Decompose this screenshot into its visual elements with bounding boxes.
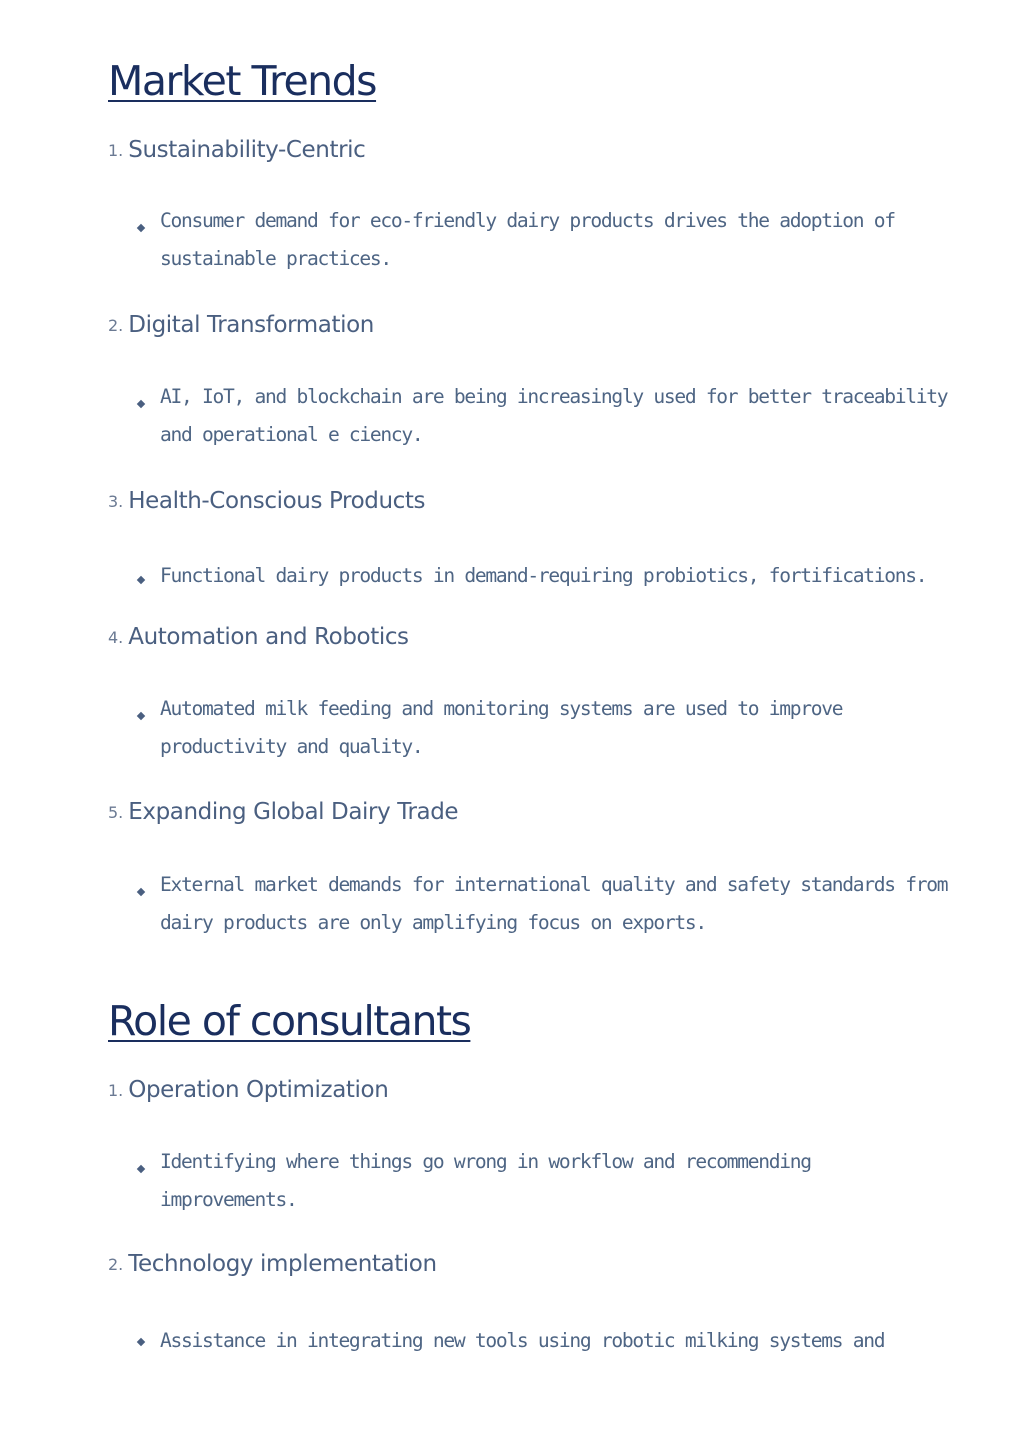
item-heading-sustainability xyxy=(108,139,365,162)
diamond-bullet-icon xyxy=(137,576,145,584)
bullet-text: Consumer demand for eco-friendly dairy products drives the adoption of sustainable practices. xyxy=(160,209,895,270)
item-title: Digital Transformation xyxy=(128,312,374,338)
item-title: Operation Optimization xyxy=(128,1077,389,1103)
item-title: Health-Conscious Products xyxy=(128,488,426,514)
item-title: Automation and Robotics xyxy=(128,624,409,650)
item-number: 3. xyxy=(108,492,124,511)
item-heading-global-trade xyxy=(108,801,458,824)
bullet-text: Functional dairy products in demand-requiring probiotics, fortifications. xyxy=(160,564,927,587)
bullet-text: External market demands for international quality and safety standards from dairy products are only amplifying focus on exports. xyxy=(160,873,948,934)
item-number: 4. xyxy=(108,628,124,647)
diamond-bullet-icon xyxy=(137,224,145,232)
diamond-bullet-icon xyxy=(137,888,145,896)
bullet-text: Assistance in integrating new tools using robotic milking systems and xyxy=(160,1329,885,1352)
item-heading-technology-implementation xyxy=(108,1253,437,1276)
diamond-bullet-icon xyxy=(137,400,145,408)
item-number: 2. xyxy=(108,1255,124,1274)
item-number: 1. xyxy=(108,141,124,160)
item-heading-operation-optimization xyxy=(108,1079,388,1102)
item-heading-automation xyxy=(108,626,409,649)
diamond-bullet-icon xyxy=(137,1165,145,1173)
diamond-bullet-icon xyxy=(137,1338,145,1346)
diamond-bullet-icon xyxy=(137,712,145,720)
item-title: Sustainability-Centric xyxy=(128,137,366,163)
bullet-text: Identifying where things go wrong in workflow and recommending improvements. xyxy=(160,1150,811,1211)
section-title-market-trends: Market Trends xyxy=(108,57,377,105)
bullet-text: Automated milk feeding and monitoring systems are used to improve productivity and quality. xyxy=(160,697,843,758)
item-title: Technology implementation xyxy=(128,1251,437,1277)
item-heading-digital-transformation xyxy=(108,314,374,337)
item-number: 2. xyxy=(108,316,124,335)
item-heading-health-conscious xyxy=(108,490,425,513)
bullet-text: AI, IoT, and blockchain are being increasingly used for better traceability and operational e ciency. xyxy=(160,385,948,446)
section-title-role-of-consultants: Role of consultants xyxy=(108,997,471,1045)
item-title: Expanding Global Dairy Trade xyxy=(128,799,459,825)
item-number: 1. xyxy=(108,1081,124,1100)
item-number: 5. xyxy=(108,803,124,822)
